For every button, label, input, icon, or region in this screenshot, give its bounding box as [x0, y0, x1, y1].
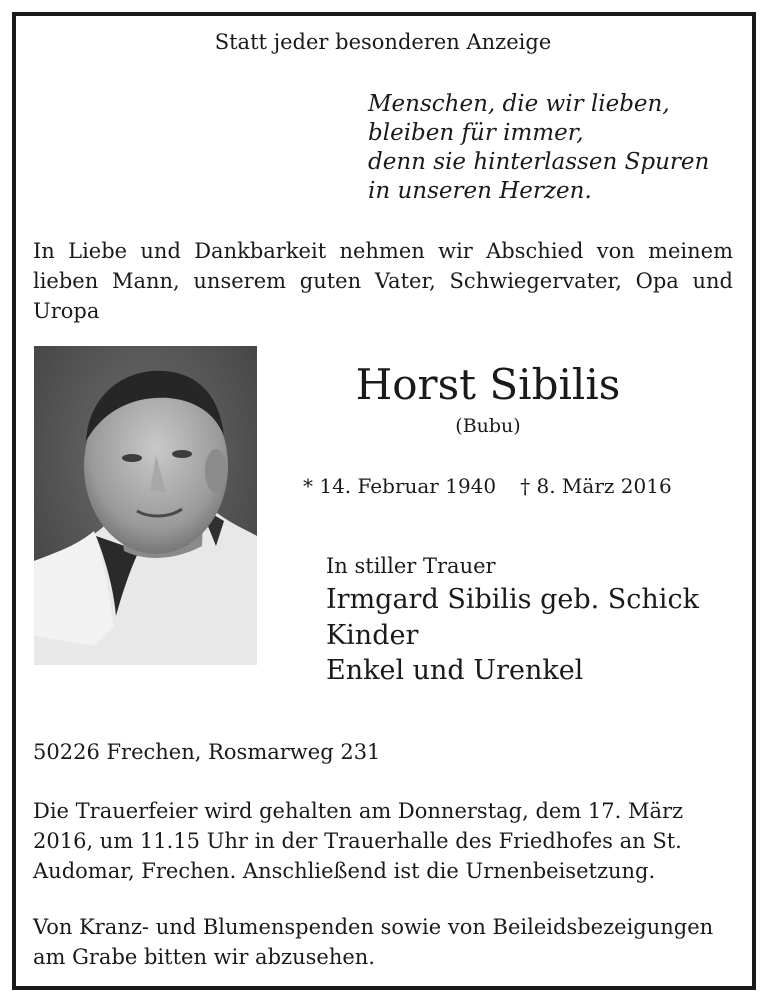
family-address: 50226 Frechen, Rosmarweg 231 [33, 740, 381, 764]
portrait-image [34, 346, 257, 665]
life-dates [303, 474, 672, 498]
mourning-label: In stiller Trauer [326, 554, 496, 578]
condolence-request: Von Kranz- und Blumenspenden sowie von Beileidsbezeigungen am Grabe bitten wir abzusehen. [33, 915, 714, 969]
poem-line: in unseren Herzen. [368, 178, 592, 204]
poem [368, 90, 709, 206]
poem-line: bleiben für immer, [368, 120, 584, 146]
mourner-name: Irmgard Sibilis geb. Schick [326, 584, 699, 615]
ceremony-details: Die Trauerfeier wird gehalten am Donnerstag, dem 17. März 2016, um 11.15 Uhr in der Trauerhalle des Friedhofes an St. Audomar, Frechen. Anschließend ist die Urnenbeisetzung. [33, 799, 684, 883]
mourner-name: Kinder [326, 620, 419, 651]
notice-header: Statt jeder besonderen Anzeige [214, 30, 552, 54]
deceased-name: Horst Sibilis [355, 360, 621, 409]
mourner-name: Enkel und Urenkel [326, 655, 584, 686]
intro-text: In Liebe und Dankbarkeit nehmen wir Abschied von meinem lieben Mann, unserem guten Vater, Schwiegervater, Opa und Uropa [33, 239, 733, 323]
portrait-photo [34, 346, 257, 665]
deceased-nickname: (Bubu) [455, 415, 521, 437]
poem-line: Menschen, die wir lieben, [368, 91, 670, 117]
poem-line: denn sie hinterlassen Spuren [368, 149, 710, 175]
death-date: † 8. März 2016 [520, 474, 672, 498]
birth-date: * 14. Februar 1940 [303, 474, 497, 498]
